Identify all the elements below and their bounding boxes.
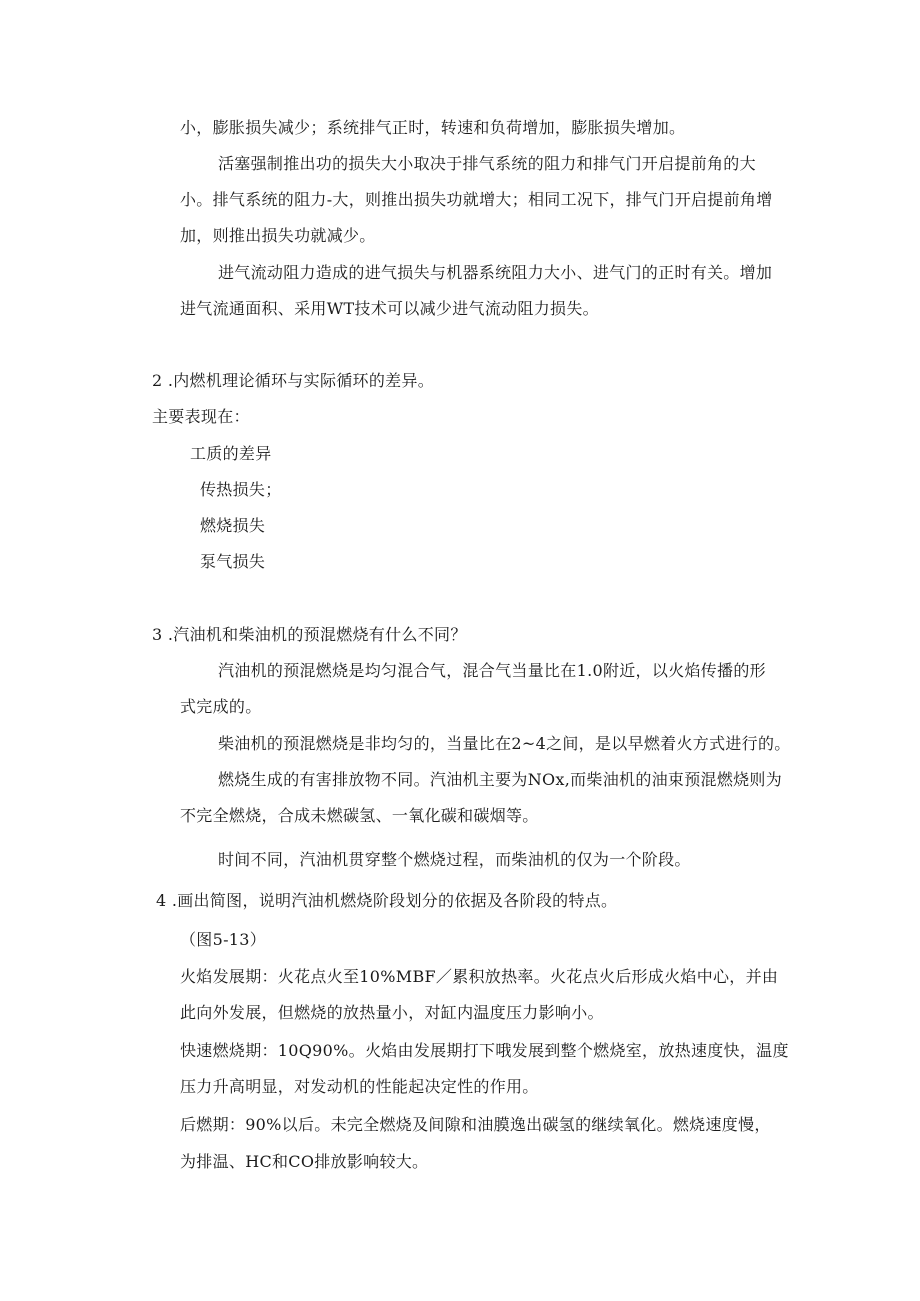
list-item: 传热损失； xyxy=(200,480,282,499)
paragraph-line: 为排温、HC和CO排放影响较大。 xyxy=(180,1152,429,1171)
paragraph-line: 火焰发展期：火花点火至10%MBF／累积放热率。火花点火后形成火焰中心，并由 xyxy=(180,967,779,986)
paragraph-line: 压力升高明显，对发动机的性能起决定性的作用。 xyxy=(180,1077,539,1096)
paragraph-line: 不完全燃烧，合成未燃碳氢、一氧化碳和碳烟等。 xyxy=(180,806,539,825)
figure-reference: （图5-13） xyxy=(180,930,267,949)
paragraph-line: 进气流通面积、采用WT技术可以减少进气流动阻力损失。 xyxy=(180,299,599,318)
list-item: 泵气损失 xyxy=(200,552,266,571)
paragraph-line: 式完成的。 xyxy=(180,697,262,716)
paragraph-line: 快速燃烧期：10Q90%。火焰由发展期打下哦发展到整个燃烧室，放热速度快，温度 xyxy=(180,1041,789,1060)
question-heading: 2 .内燃机理论循环与实际循环的差异。 xyxy=(152,371,435,390)
paragraph-line: 此向外发展，但燃烧的放热量小，对缸内温度压力影响小。 xyxy=(180,1003,604,1022)
paragraph-line: 小。排气系统的阻力-大，则推出损失功就增大；相同工况下，排气门开启提前角增 xyxy=(180,190,773,209)
paragraph-line: 汽油机的预混燃烧是均匀混合气，混合气当量比在1.0附近，以火焰传播的形 xyxy=(218,661,766,680)
paragraph-line: 加，则推出损失功就减少。 xyxy=(180,226,376,245)
list-item: 工质的差异 xyxy=(190,444,272,463)
list-item: 燃烧损失 xyxy=(200,516,266,535)
question-heading: 3 .汽油机和柴油机的预混燃烧有什么不同？ xyxy=(152,625,467,644)
intro-text: 主要表现在： xyxy=(152,407,250,426)
paragraph-line: 时间不同，汽油机贯穿整个燃烧过程，而柴油机的仅为一个阶段。 xyxy=(218,850,691,869)
paragraph-line: 小，膨胀损失减少；系统排气正时，转速和负荷增加，膨胀损失增加。 xyxy=(180,118,686,137)
paragraph-line: 燃烧生成的有害排放物不同。汽油机主要为NOx,而柴油机的油束预混燃烧则为 xyxy=(218,770,783,789)
paragraph-line: 后燃期：90%以后。未完全燃烧及间隙和油膜逸出碳氢的继续氧化。燃烧速度慢， xyxy=(180,1115,771,1134)
paragraph-line: 柴油机的预混燃烧是非均匀的，当量比在2~4之间，是以早燃着火方式进行的。 xyxy=(218,734,791,753)
paragraph-line: 活塞强制推出功的损失大小取决于排气系统的阻力和排气门开启提前角的大 xyxy=(218,154,756,173)
question-heading: 4 .画出简图，说明汽油机燃烧阶段划分的依据及各阶段的特点。 xyxy=(156,891,618,910)
paragraph-line: 进气流动阻力造成的进气损失与机器系统阻力大小、进气门的正时有关。增加 xyxy=(218,263,773,282)
